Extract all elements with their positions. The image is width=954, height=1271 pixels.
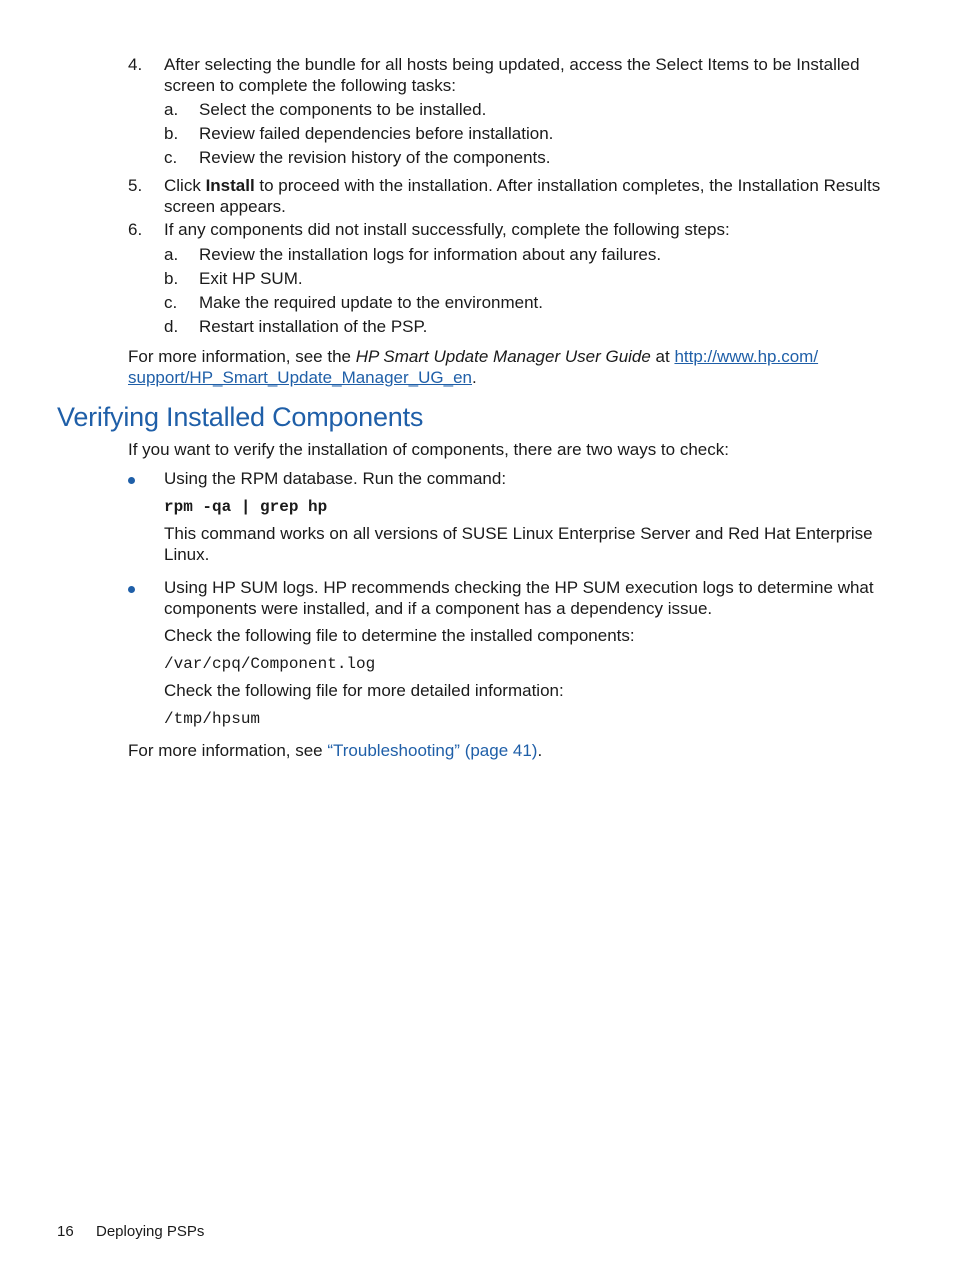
bullet-icon — [128, 586, 135, 593]
bullet-text: Using HP SUM logs. HP recommends checking the HP SUM execution logs to determine what — [164, 578, 874, 597]
step-number: 5. — [128, 176, 143, 195]
step-text-cont: screen appears. — [164, 197, 286, 216]
chapter-title: Deploying PSPs — [96, 1223, 205, 1240]
substep-letter: b. — [164, 124, 179, 143]
substep-text: Review failed dependencies before installation. — [199, 124, 554, 143]
substep-text: Review the revision history of the components. — [199, 148, 551, 167]
section-intro: If you want to verify the installation of components, there are two ways to check: — [128, 440, 729, 459]
troubleshooting-link[interactable]: “Troubleshooting” (page 41) — [327, 741, 538, 760]
check-instruction: Check the following file to determine the installed components: — [164, 626, 635, 645]
file-path-component-log: /var/cpq/Component.log — [164, 655, 376, 673]
bullet-icon — [128, 477, 135, 484]
section-heading: Verifying Installed Components — [57, 402, 424, 432]
bullet-text-cont: components were installed, and if a component has a dependency issue. — [164, 599, 713, 618]
step-text: If any components did not install successfully, complete the following steps: — [164, 220, 730, 239]
bullet-text: Using the RPM database. Run the command: — [164, 469, 507, 488]
more-info-troubleshooting: For more information, see “Troubleshooting” (page 41). — [128, 741, 543, 760]
step-text-cont: screen to complete the following tasks: — [164, 76, 456, 95]
step-text: After selecting the bundle for all hosts being updated, access the Select Items to be Installed — [164, 55, 860, 74]
guide-title: HP Smart Update Manager User Guide — [355, 347, 651, 366]
rpm-command: rpm -qa | grep hp — [164, 498, 328, 516]
step-text: Click Install to proceed with the installation. After installation completes, the Installation Results — [164, 176, 881, 195]
command-description-cont: Linux. — [164, 545, 210, 564]
command-description: This command works on all versions of SUSE Linux Enterprise Server and Red Hat Enterprise — [164, 524, 873, 543]
substep-text: Exit HP SUM. — [199, 269, 303, 288]
substep-letter: c. — [164, 293, 178, 312]
substep-letter: a. — [164, 100, 179, 119]
substep-letter: c. — [164, 148, 178, 167]
substep-text: Review the installation logs for information about any failures. — [199, 245, 662, 264]
substep-text: Select the components to be installed. — [199, 100, 487, 119]
step-number: 6. — [128, 220, 143, 239]
substep-text: Restart installation of the PSP. — [199, 317, 428, 336]
step-number: 4. — [128, 55, 143, 74]
guide-link-cont[interactable]: support/HP_Smart_Update_Manager_UG_en — [128, 368, 472, 387]
check-instruction: Check the following file for more detailed information: — [164, 681, 564, 700]
file-path-hpsum: /tmp/hpsum — [164, 710, 261, 728]
guide-link[interactable]: http://www.hp.com/ — [674, 347, 819, 366]
substep-letter: b. — [164, 269, 179, 288]
substep-letter: a. — [164, 245, 179, 264]
substep-text: Make the required update to the environment. — [199, 293, 543, 312]
page-number: 16 — [57, 1223, 74, 1240]
document-page: 4. After selecting the bundle for all hosts being updated, access the Select Items to be Installed screen to complete the following tasks: a. Select the components to be installed. b. Review failed dependencies before installation. c. Review the revision history of the components. 5. Click Install to proceed with the installation. After installation completes, the Installation Results screen appears. 6. If any components did not install successfully, complete the following steps: a. Review the installation logs for information about any failures. b. Exit HP SUM. c. Make the required update to the environment. d. Restart installation of the PSP. For more information, see the HP Smart Update Manager User Guide at http://www.hp.com/ support/HP_Smart_Update_Manager_UG_en. Verifying Installed Components If you want to verify the installation of components, there are two ways to check: Using the RPM database. Run the command: rpm -qa | grep hp This command works on all versions of SUSE Linux Enterprise Server and Red Hat Enterprise Linux. Using HP SUM logs. HP recommends checking the HP SUM execution logs to determine what components were installed, and if a component has a dependency issue. Check the following file to determine the installed components: /var/cpq/Component.log Check the following file for more detailed information: /tmp/hpsum For more information, see “Troubleshooting” (page 41). 16 Deploying PSPs — [57, 55, 881, 1240]
install-term: Install — [205, 176, 255, 195]
substep-letter: d. — [164, 317, 179, 336]
